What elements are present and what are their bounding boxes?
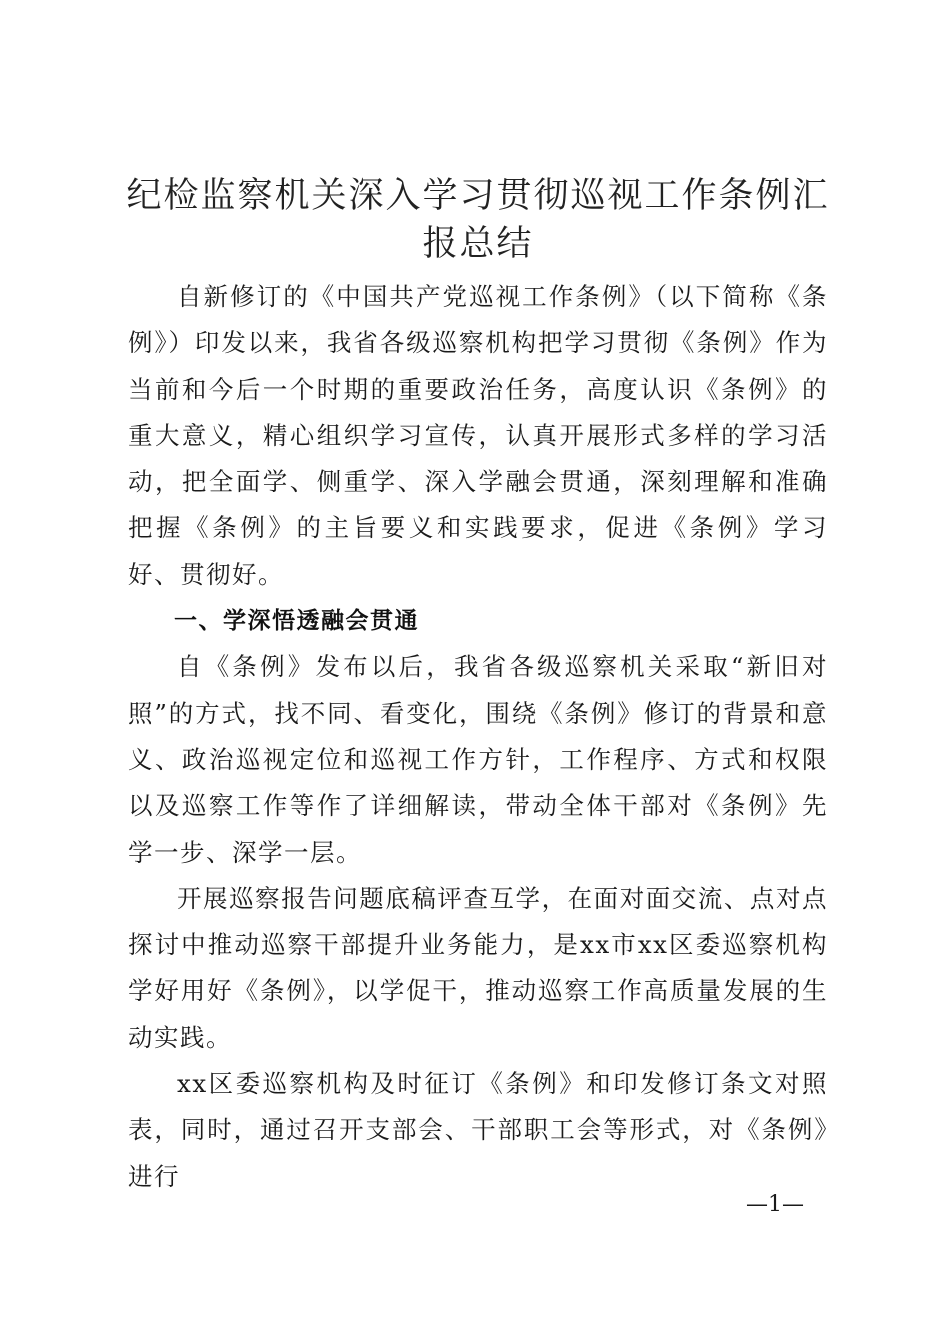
section-heading-1: 一、学深悟透融会贯通 [174,608,419,635]
page-number: —1— [746,1192,804,1217]
paragraph-section-1c: xx区委巡察机构及时征订《条例》和印发修订条文对照表，同时，通过召开支部会、干部职工会等形式，对《条例》进行 [128,1069,828,1191]
document-title: 纪检监察机关深入学习贯彻巡视工作条例汇报总结 [126,176,830,264]
document-body [128,274,828,1200]
paragraph-intro: 自新修订的《中国共产党巡视工作条例》（以下简称《条例》）印发以来，我省各级巡察机构把学习贯彻《条例》作为当前和今后一个时期的重要政治任务，高度认识《条例》的重大意义，精心组织学习宣传，认真开展形式多样的学习活动，把全面学、侧重学、深入学融会贯通，深刻理解和准确把握《条例》的主旨要义和实践要求，促进《条例》学习好、贯彻好。 [128,282,828,589]
paragraph-section-1a: 自《条例》发布以后，我省各级巡察机关采取“新旧对照”的方式，找不同、看变化，围绕《条例》修订的背景和意义、政治巡视定位和巡视工作方针，工作程序、方式和权限以及巡察工作等作了详细解读，带动全体干部对《条例》先学一步、深学一层。 [128,652,828,867]
paragraph-section-1b: 开展巡察报告问题底稿评查互学，在面对面交流、点对点探讨中推动巡察干部提升业务能力，是xx市xx区委巡察机构学好用好《条例》，以学促干，推动巡察工作高质量发展的生动实践。 [128,883,828,1052]
